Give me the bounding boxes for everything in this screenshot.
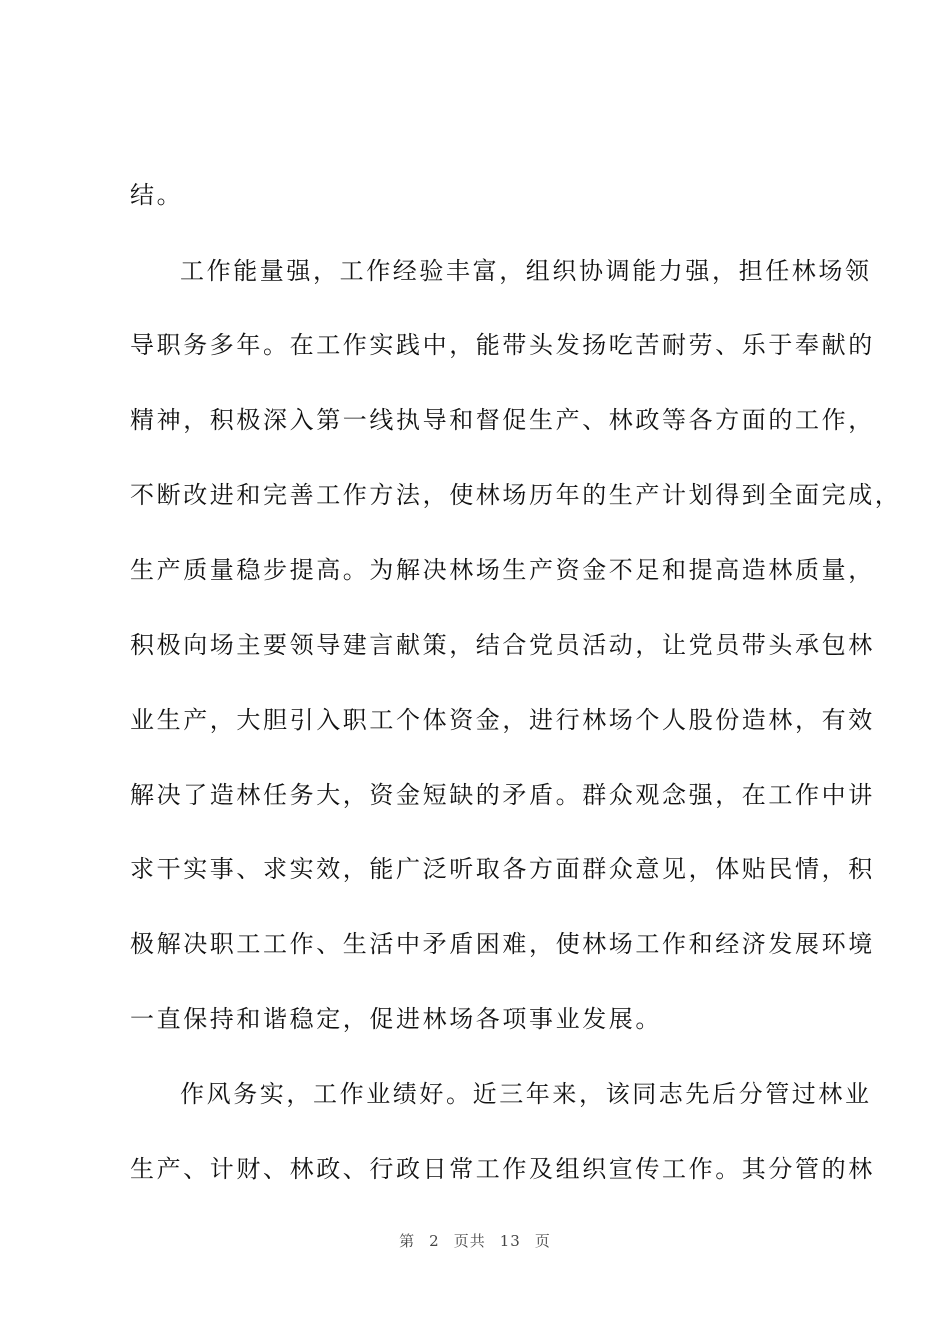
paragraph-line: 工作能量强，工作经验丰富，组织协调能力强，担任林场领: [180, 257, 872, 285]
paragraph-line: 生产、计财、林政、行政日常工作及组织宣传工作。其分管的林: [130, 1155, 875, 1183]
paragraph-line: 一直保持和谐稳定，促进林场各项事业发展。: [130, 1005, 662, 1033]
paragraph-line: 业生产，大胆引入职工个体资金，进行林场个人股份造林，有效: [130, 706, 875, 734]
paragraph-line: 解决了造林任务大，资金短缺的矛盾。群众观念强，在工作中讲: [130, 781, 875, 809]
footer-page-number: 2: [429, 1232, 440, 1250]
page-footer: [0, 1230, 950, 1251]
paragraph-line: 生产质量稳步提高。为解决林场生产资金不足和提高造林质量，: [130, 556, 875, 584]
paragraph-line: 极解决职工工作、生活中矛盾困难，使林场工作和经济发展环境: [130, 930, 875, 958]
paragraph-line: 精神，积极深入第一线执导和督促生产、林政等各方面的工作，: [130, 406, 875, 434]
footer-total-pages: 13: [499, 1232, 521, 1250]
paragraph-line: 作风务实，工作业绩好。近三年来，该同志先后分管过林业: [180, 1080, 872, 1108]
paragraph-line: 不断改进和完善工作方法，使林场历年的生产计划得到全面完成，: [130, 481, 902, 509]
footer-suffix: 页: [534, 1232, 551, 1250]
footer-prefix: 第: [399, 1232, 416, 1250]
paragraph-line: 导职务多年。在工作实践中，能带头发扬吃苦耐劳、乐于奉献的: [130, 331, 875, 359]
footer-middle: 页共: [453, 1232, 486, 1250]
paragraph-line: 结。: [130, 181, 184, 209]
paragraph-line: 求干实事、求实效，能广泛听取各方面群众意见，体贴民情，积: [130, 855, 875, 883]
paragraph-line: 积极向场主要领导建言献策，结合党员活动，让党员带头承包林: [130, 631, 875, 659]
